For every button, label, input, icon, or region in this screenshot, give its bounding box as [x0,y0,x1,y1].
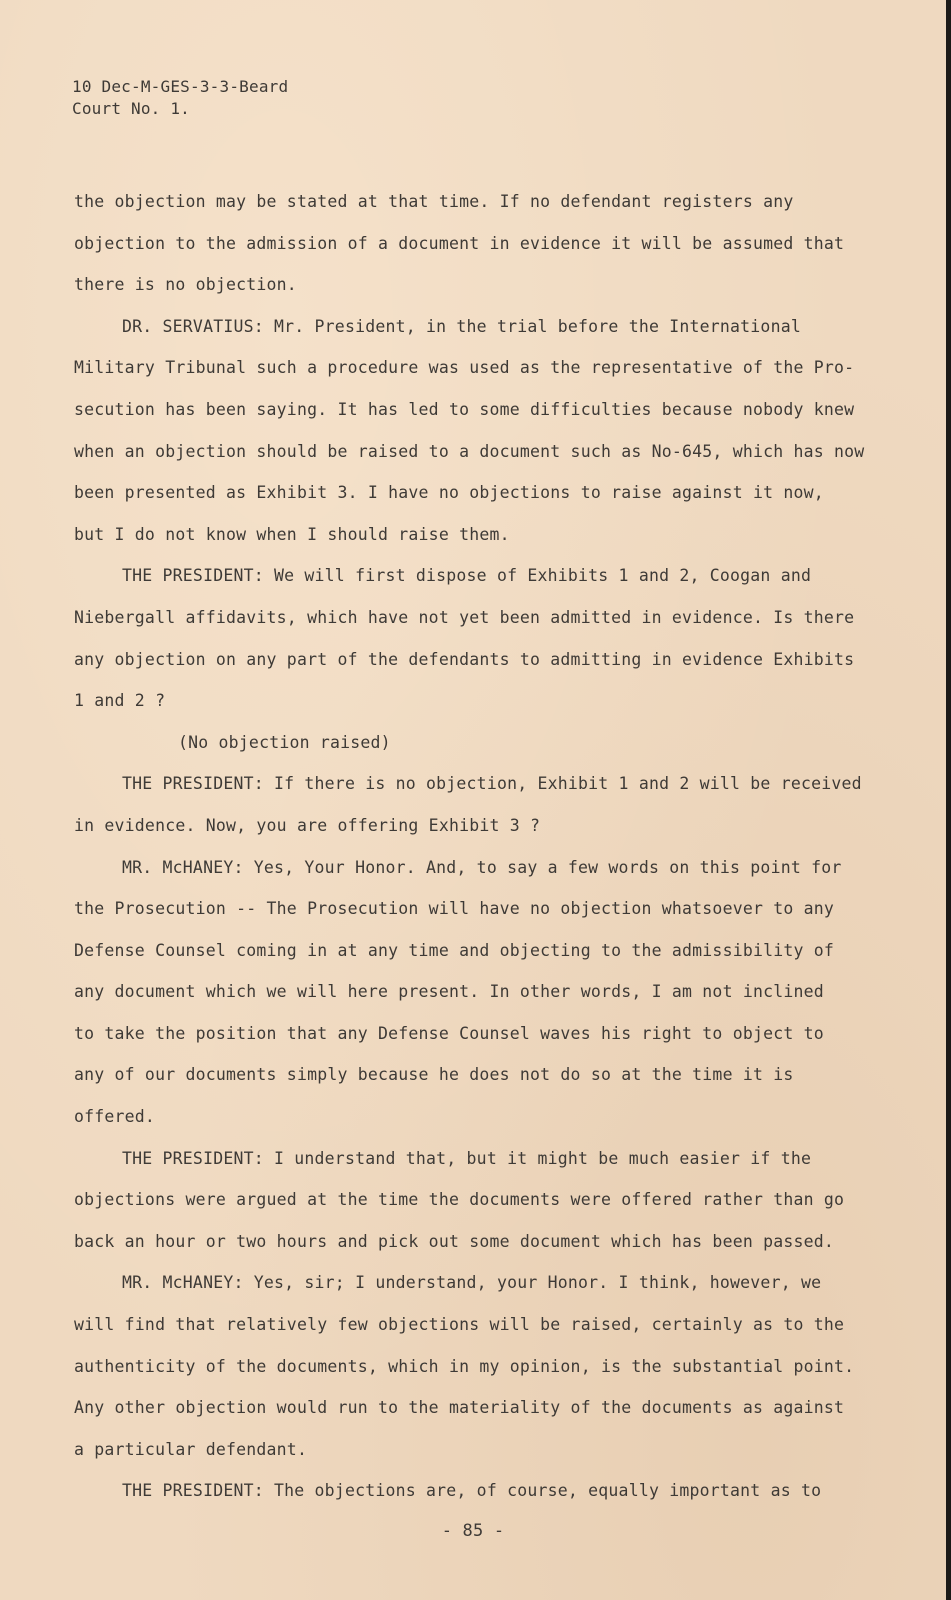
speaker-line: DR. SERVATIUS: Mr. President, in the trial before the International [122,316,801,336]
speaker-line: MR. McHANEY: Yes, sir; I understand, your Honor. I think, however, we [122,1273,822,1293]
text-line: 1 and 2 ? [74,691,166,711]
header-court: Court No. 1. [72,99,190,118]
text-line: the Prosecution -- The Prosecution will have no objection whatsoever to any [74,899,835,919]
text-line: any of our documents simply because he does not do so at the time it is [74,1065,794,1085]
text-line: Any other objection would run to the materiality of the documents as against [74,1398,845,1418]
header-reference: 10 Dec-M-GES-3-3-Beard [72,77,289,96]
stage-direction: (No objection raised) [178,732,391,752]
text-line: to take the position that any Defense Counsel waves his right to object to [74,1023,824,1043]
text-line: Niebergall affidavits, which have not yet been admitted in evidence. Is there [74,607,855,627]
text-line: but I do not know when I should raise them. [74,524,510,544]
text-line: objections were argued at the time the documents were offered rather than go [74,1190,845,1210]
page-number: - 85 - [441,1521,505,1541]
scan-edge [946,0,951,1600]
text-line: secution has been saying. It has led to some difficulties because nobody knew [74,399,855,419]
text-line: offered. [74,1107,156,1127]
text-line: any document which we will here present. In other words, I am not inclined [74,982,824,1002]
text-line: there is no objection. [74,275,297,295]
text-line: Military Tribunal such a procedure was used as the representative of the Pro- [74,358,855,378]
text-line: back an hour or two hours and pick out some document which has been passed. [74,1231,835,1251]
speaker-line: THE PRESIDENT: If there is no objection, Exhibit 1 and 2 will be received [122,774,862,794]
text-line: been presented as Exhibit 3. I have no objections to raise against it now, [74,483,824,503]
speaker-line: MR. McHANEY: Yes, Your Honor. And, to say a few words on this point for [122,857,842,877]
transcript-body [74,188,894,1519]
header [72,76,288,120]
text-line: objection to the admission of a document in evidence it will be assumed that [74,233,845,253]
text-line: in evidence. Now, you are offering Exhibit 3 ? [74,815,541,835]
text-line: authenticity of the documents, which in my opinion, is the substantial point. [74,1356,855,1376]
speaker-line: THE PRESIDENT: We will first dispose of Exhibits 1 and 2, Coogan and [122,566,812,586]
speaker-line: THE PRESIDENT: I understand that, but it might be much easier if the [122,1148,812,1168]
text-line: will find that relatively few objections will be raised, certainly as to the [74,1315,845,1335]
text-line: when an objection should be raised to a document such as No-645, which has now [74,441,865,461]
text-line: the objection may be stated at that time. If no defendant registers any [74,192,794,211]
text-line: a particular defendant. [74,1439,308,1459]
text-line: any objection on any part of the defendants to admitting in evidence Exhibits [74,649,855,669]
speaker-line: THE PRESIDENT: The objections are, of course, equally important as to [122,1481,822,1501]
text-line: Defense Counsel coming in at any time and objecting to the admissibility of [74,940,835,960]
